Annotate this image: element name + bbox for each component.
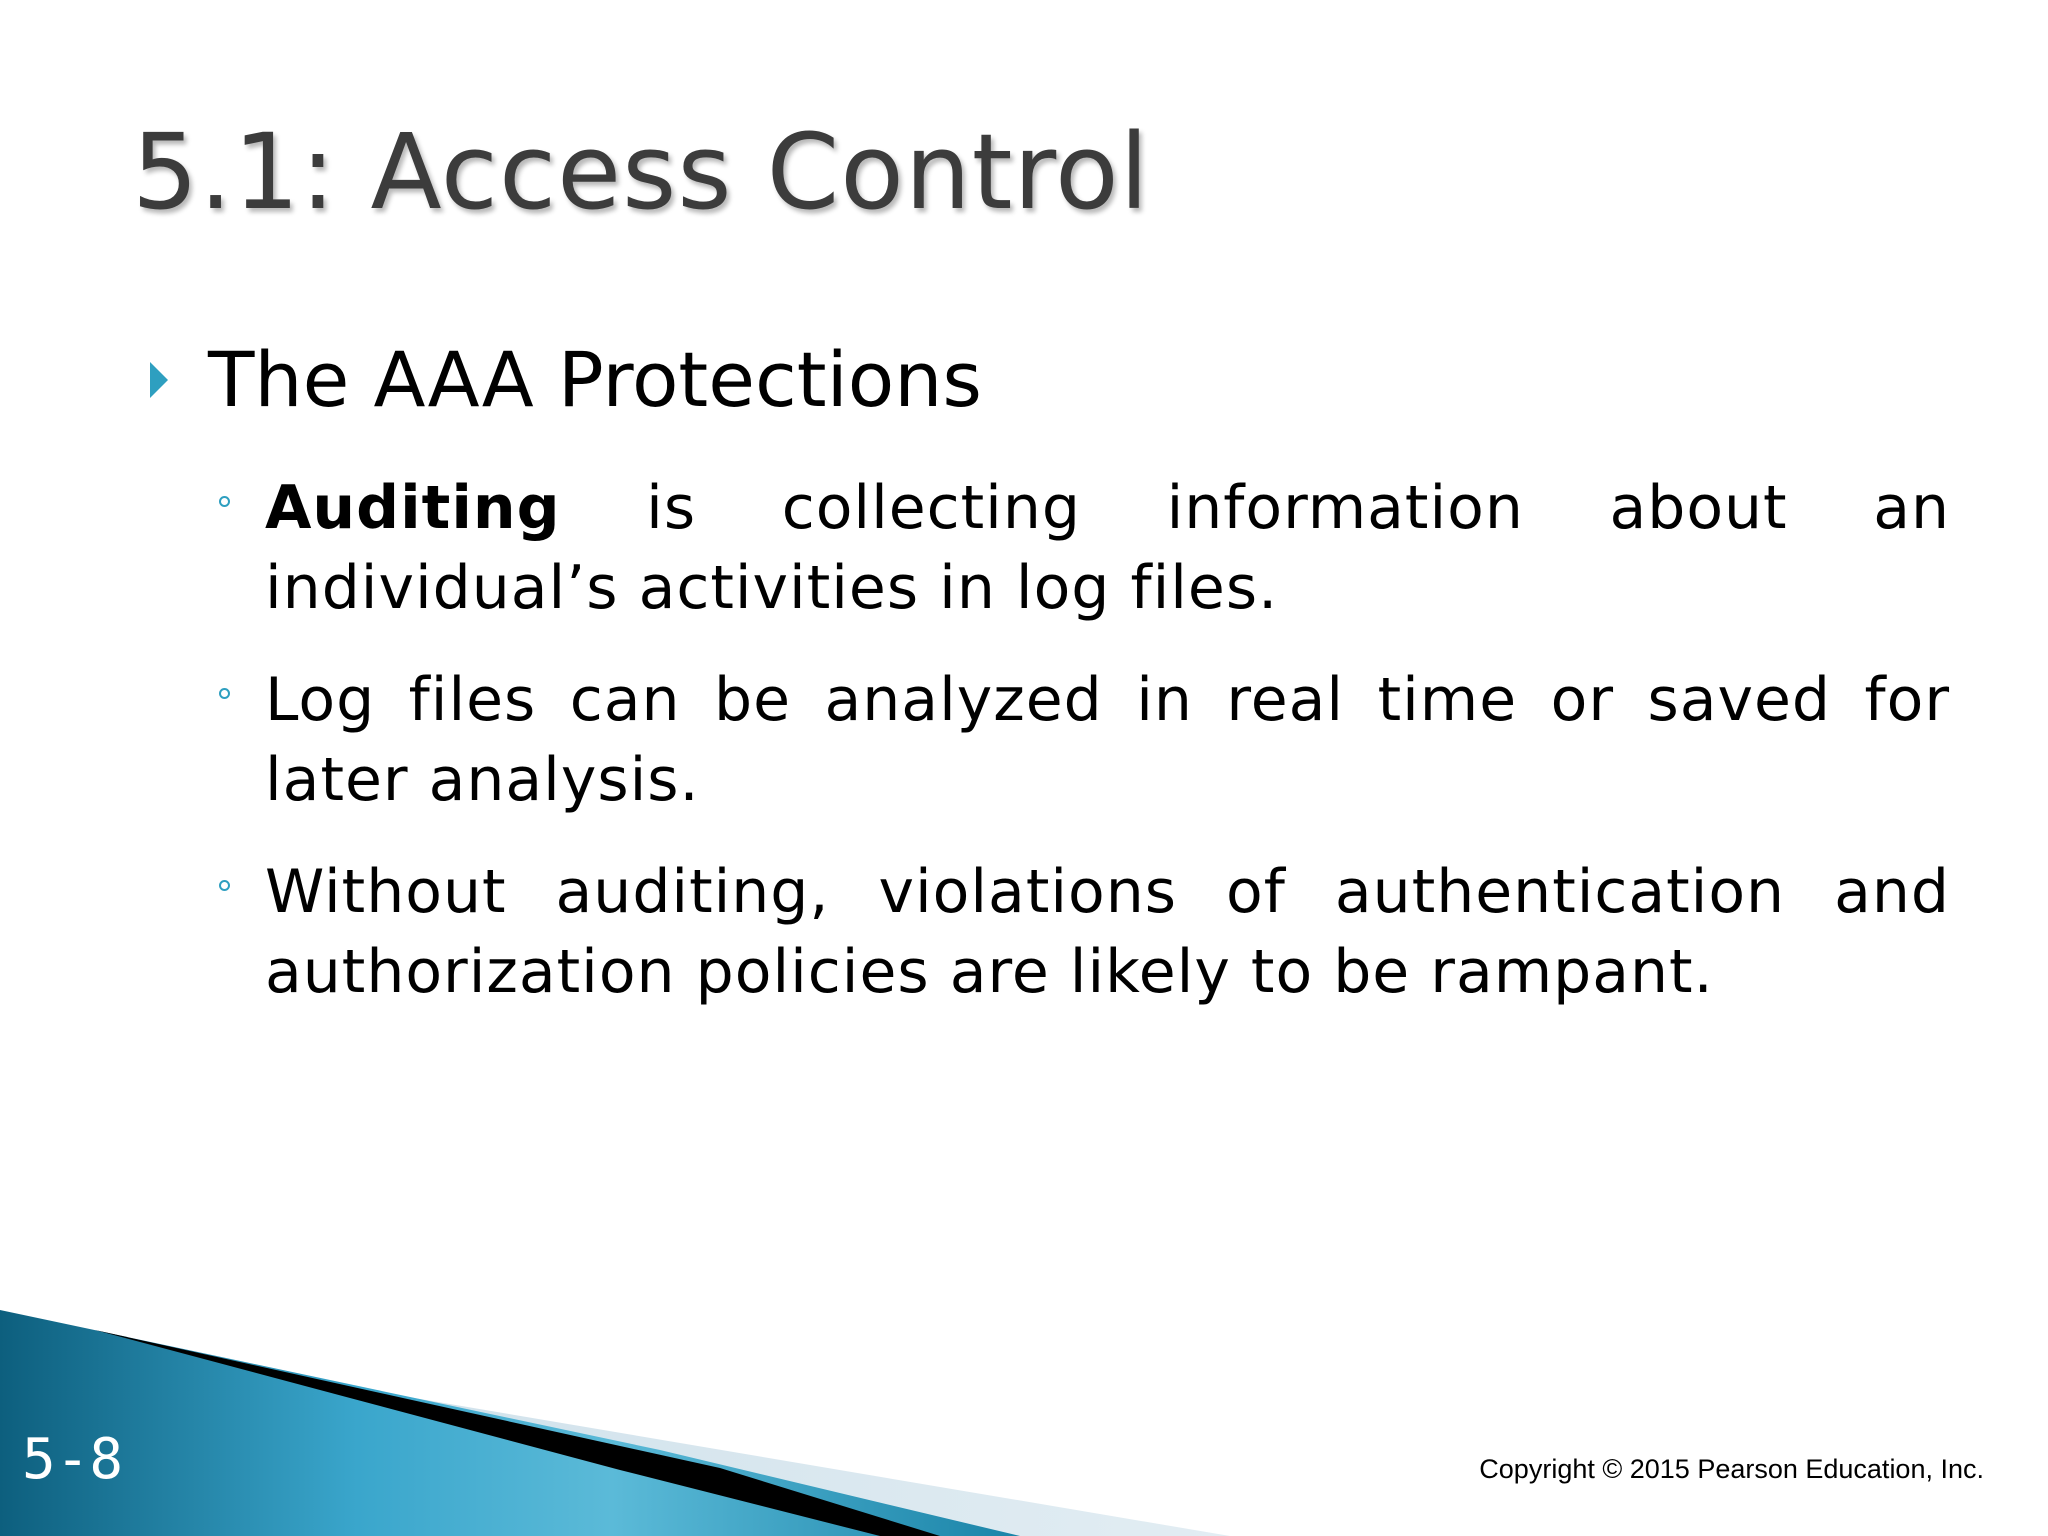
copyright-notice: Copyright © 2015 Pearson Education, Inc. [1479,1454,1984,1484]
slide-title: 5.1: Access Control [132,111,1150,233]
slide-number: 5-8 [22,1427,124,1492]
bullet-bold-term: Auditing [265,473,561,543]
section-heading: The AAA Protections [208,335,982,424]
bullet-body: is collecting information about an individual’s activities in log files. [265,473,1950,623]
bullet-body: Without auditing, violations of authentication and authorization policies are likely to be rampant. [265,857,1950,1007]
bullet-body: Log files can be analyzed in real time or saved for later analysis. [265,665,1950,815]
